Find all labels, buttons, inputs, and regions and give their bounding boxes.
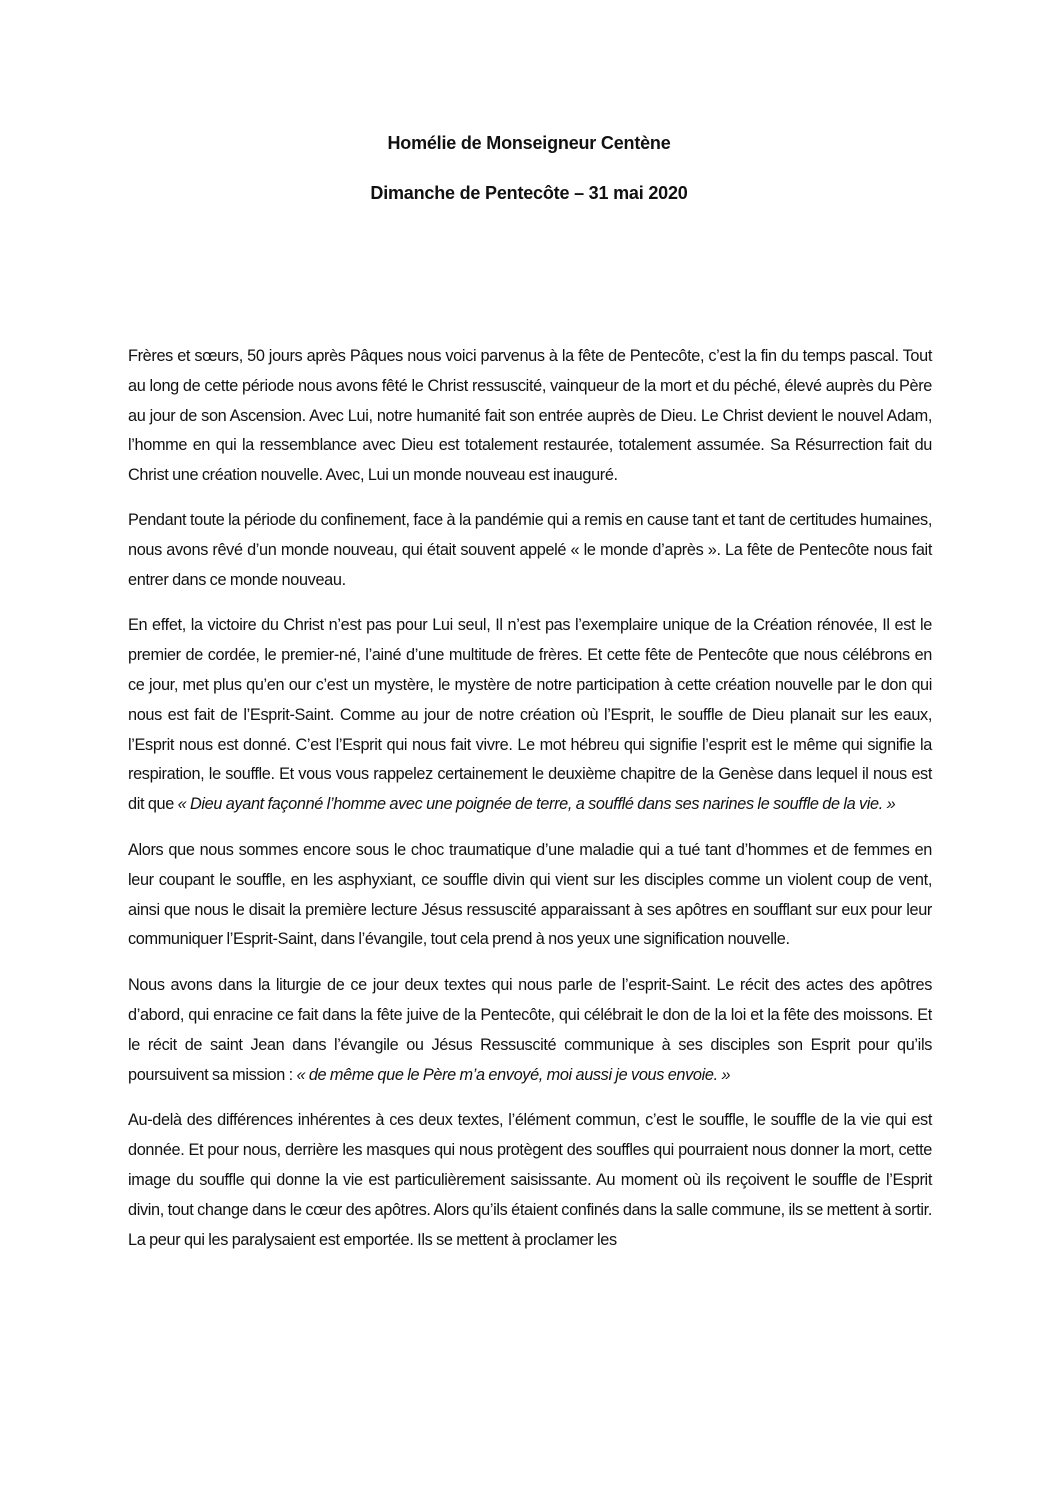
paragraph-text: Frères et sœurs, 50 jours après Pâques nous voici parvenus à la fête de Pentecôte, c’est la fin du temps pascal. Tout au long de cette période nous avons fêté le Christ ressuscité, vainqueur de la mort et du péché, élevé auprès du Père au jour de son Ascension. Avec Lui, notre humanité fait son entrée auprès de Dieu. Le Christ devient le nouvel Adam, l’homme en qui la ressemblance avec Dieu est totalement restaurée, totalement assumée. Sa Résurrection fait du Christ une création nouvelle. Avec, Lui un monde nouveau est inauguré.: [128, 347, 932, 485]
paragraph-text: Pendant toute la période du confinement, face à la pandémie qui a remis en cause tant et tant de certitudes humaines, nous avons rêvé d’un monde nouveau, qui était souvent appelé « le monde d’après ». La fête de Pentecôte nous fait entrer dans ce monde nouveau.: [128, 510, 932, 589]
document-title: Homélie de Monseigneur Centène: [387, 133, 671, 153]
document-body: [128, 342, 932, 1271]
paragraph-3: [128, 611, 932, 820]
gospel-quote: « de même que le Père m’a envoyé, moi aussi je vous envoie. »: [296, 1065, 731, 1084]
paragraph-4: [128, 836, 932, 955]
paragraph-6: [128, 1106, 932, 1255]
genesis-quote: « Dieu ayant façonné l’homme avec une poignée de terre, a soufflé dans ses narines le souffle de la vie. »: [177, 795, 896, 814]
paragraph-2: [128, 506, 932, 595]
paragraph-text: Alors que nous sommes encore sous le choc traumatique d’une maladie qui a tué tant d’hommes et de femmes en leur coupant le souffle, en les asphyxiant, ce souffle divin qui vient sur les disciples comme un violent coup de vent, ainsi que nous le disait la première lecture Jésus ressuscité apparaissant à ses apôtres en soufflant sur eux pour leur communiquer l’Esprit-Saint, dans l’évangile, tout cela prend à nos yeux une signification nouvelle.: [128, 840, 932, 949]
paragraph-1: [128, 342, 932, 491]
paragraph-text: Nous avons dans la liturgie de ce jour deux textes qui nous parle de l’esprit-Saint. Le récit des actes des apôtres d’abord, qui enracine ce fait dans la fête juive de la Pentecôte, qui célébrait le don de la loi et la fête des moissons. Et le récit de saint Jean dans l’évangile ou Jésus Ressuscité communique à ses disciples son Esprit pour qu’ils poursuivent sa mission :: [128, 976, 932, 1084]
document-subtitle: Dimanche de Pentecôte – 31 mai 2020: [370, 183, 688, 203]
paragraph-5: [128, 971, 932, 1090]
paragraph-text: En effet, la victoire du Christ n’est pas pour Lui seul, Il n’est pas l’exemplaire unique de la Création rénovée, Il est le premier de cordée, le premier-né, l’ainé d’une multitude de frères. Et cette fête de Pentecôte que nous célébrons en ce jour, met plus qu’en our c’est un mystère, le mystère de notre participation à cette création nouvelle par le don qui nous est fait de l’Esprit-Saint. Comme au jour de notre création où l’Esprit, le souffle de Dieu planait sur les eaux, l’Esprit nous est donné. C’est l’Esprit qui nous fait vivre. Le mot hébreu qui signifie l’esprit est le même qui signifie la respiration, le souffle. Et vous vous rappelez certainement le deuxième chapitre de la Genèse dans lequel il nous est dit que: [128, 616, 932, 814]
paragraph-text: Au-delà des différences inhérentes à ces deux textes, l’élément commun, c’est le souffle, le souffle de la vie qui est donnée. Et pour nous, derrière les masques qui nous protègent des souffles qui pourraient nous donner la mort, cette image du souffle qui donne la vie est particulièrement saisissante. Au moment où ils reçoivent le souffle de l’Esprit divin, tout change dans le cœur des apôtres. Alors qu’ils étaient confinés dans la salle commune, ils se mettent à sortir. La peur qui les paralysaient est emportée. Ils se mettent à proclamer les: [128, 1111, 932, 1249]
